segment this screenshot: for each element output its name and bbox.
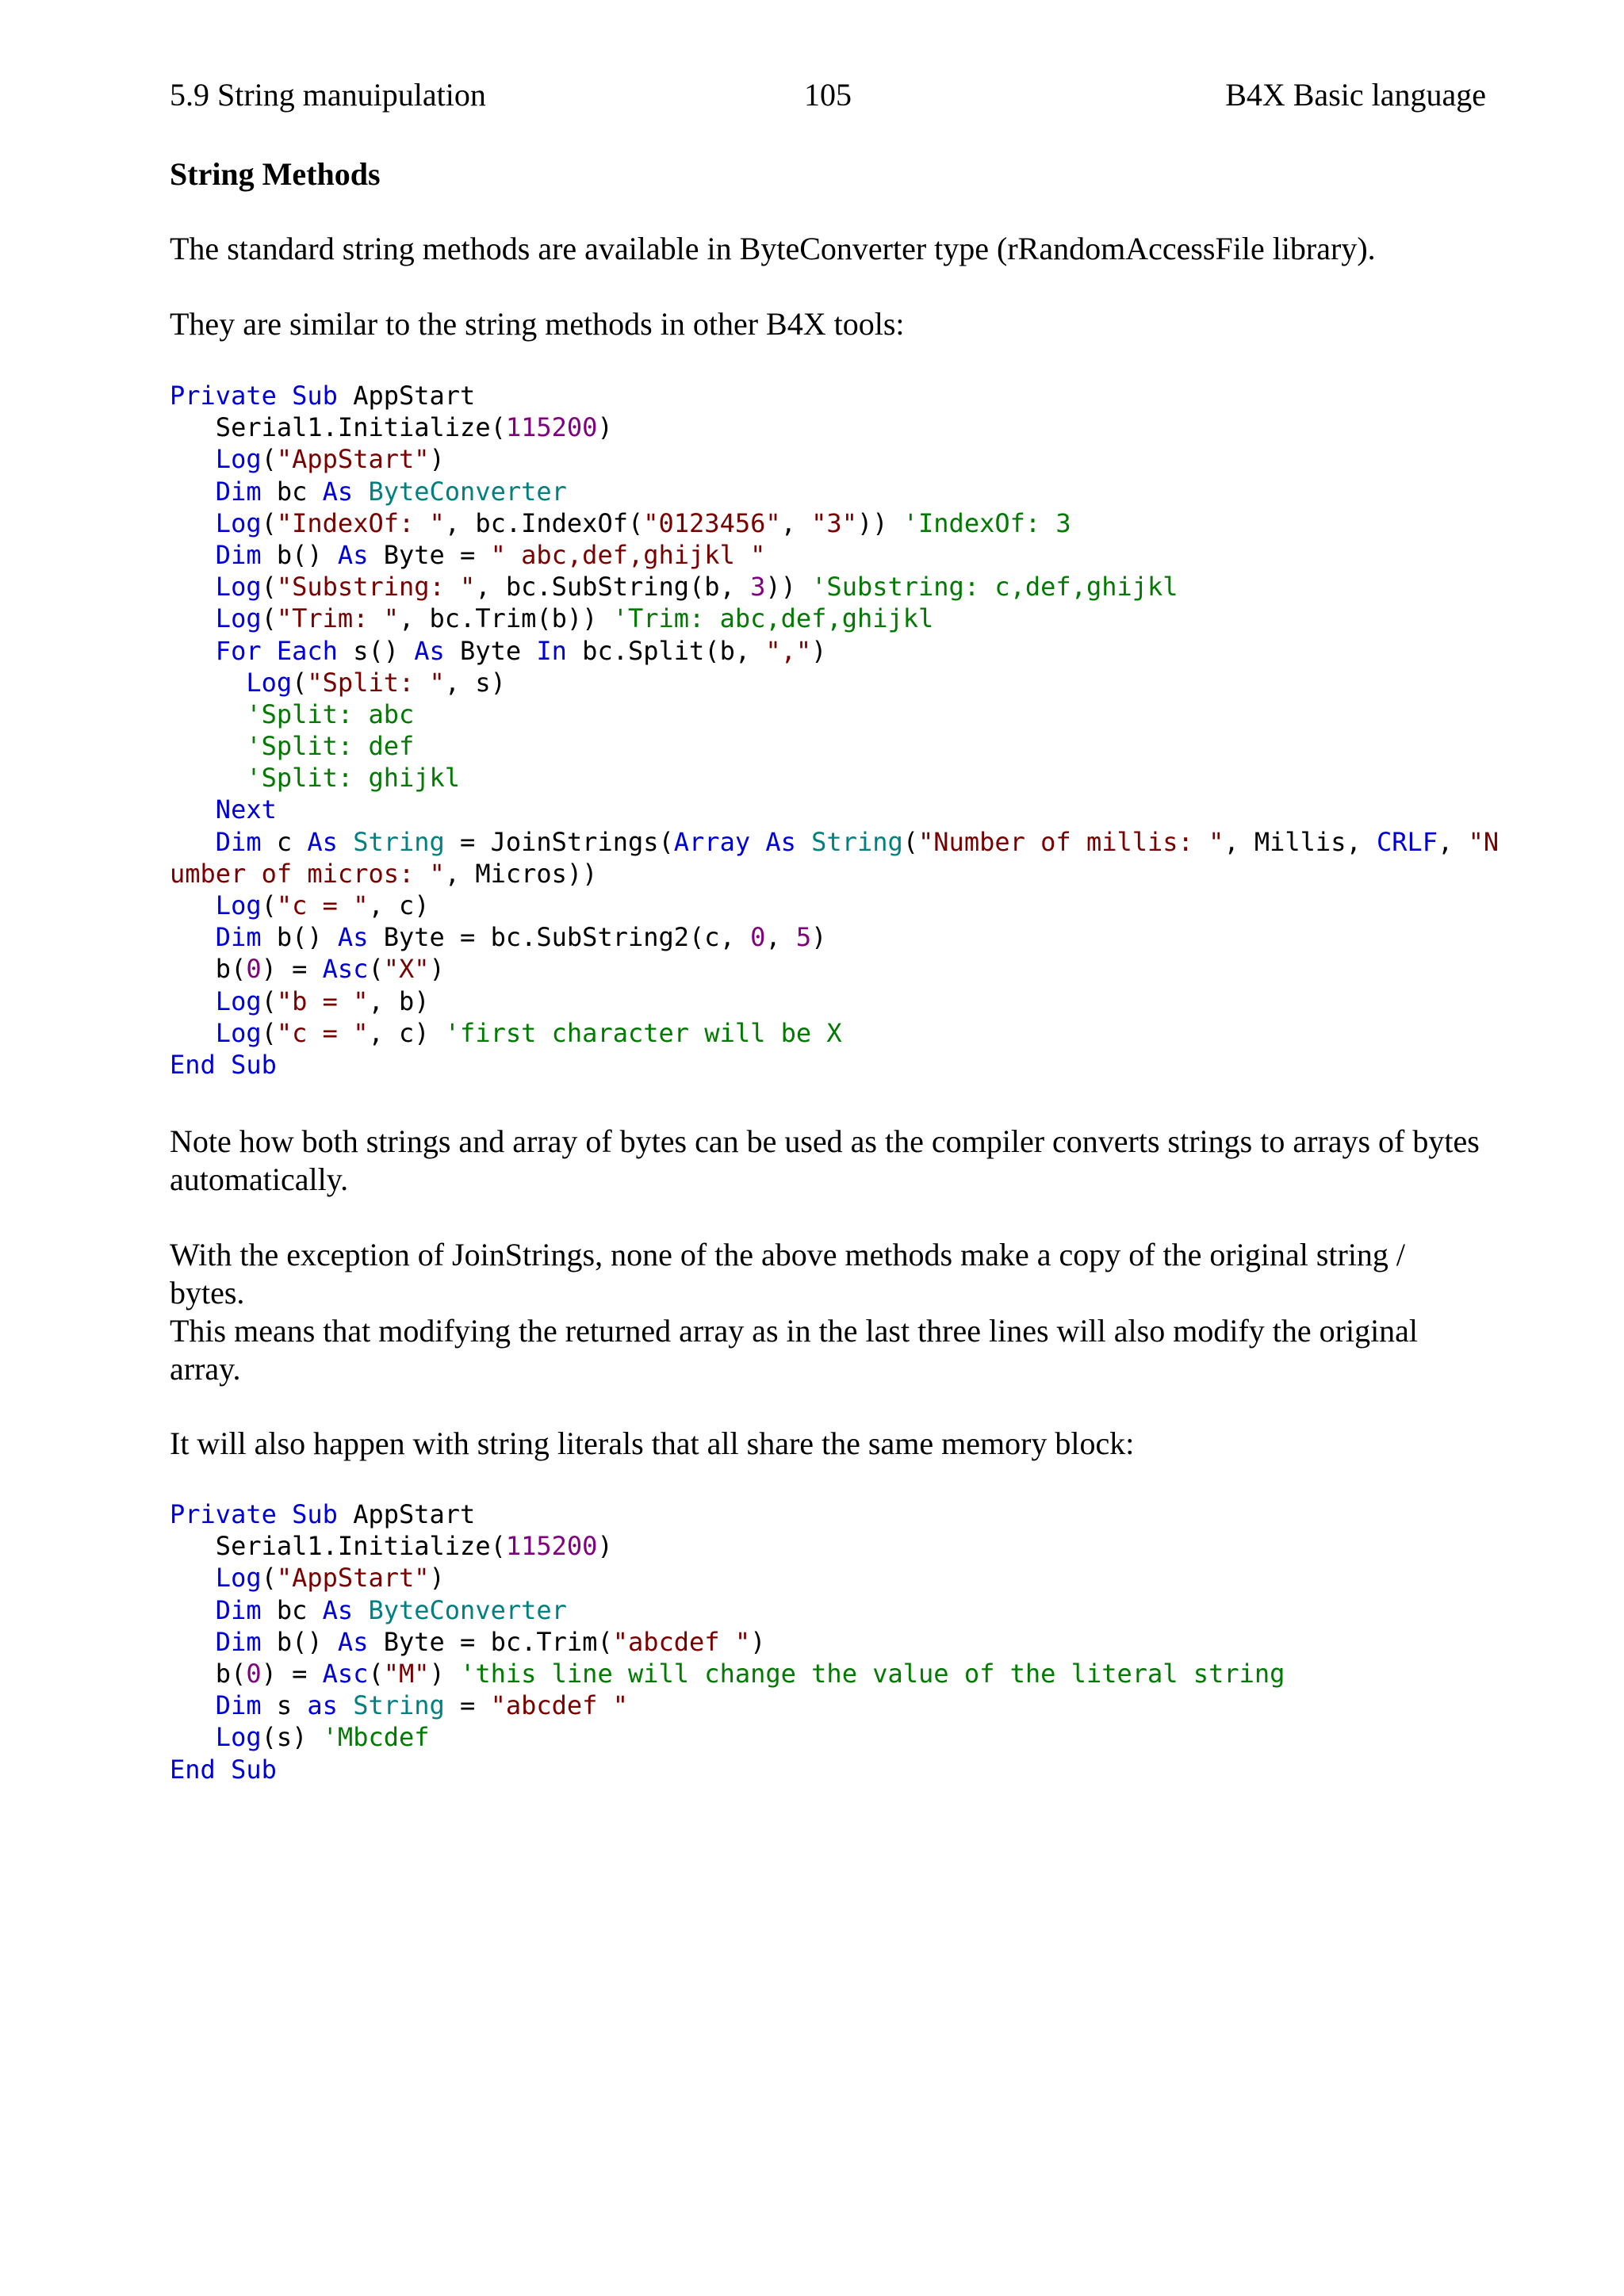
paragraph-joinstrings-exception: With the exception of JoinStrings, none of the above methods make a copy of the original string / bytes. bbox=[170, 1237, 1406, 1311]
code1-line-1: Private Sub AppStart bbox=[170, 381, 476, 411]
paragraph-note-bytes: Note how both strings and array of bytes can be used as the compiler converts strings to arrays of bytes automatically. bbox=[170, 1123, 1480, 1197]
code1-line-2: Serial1.Initialize(115200) bbox=[170, 412, 613, 443]
code2-line-9: End Sub bbox=[170, 1754, 277, 1785]
code-block-literal-memory bbox=[170, 1498, 1486, 1785]
page-header bbox=[170, 76, 1486, 124]
code1-line-20: Log("b = ", b) bbox=[215, 985, 430, 1016]
paragraph-intro: The standard string methods are available in ByteConverter type (rRandomAccessFile library). bbox=[170, 231, 1376, 266]
code1-line-3: Log("AppStart") bbox=[215, 444, 445, 475]
code1-line-14: Next bbox=[215, 794, 277, 825]
code1-line-9: For Each s() As Byte In bc.Split(b, ",") bbox=[215, 635, 827, 666]
code2-line-3: Log("AppStart") bbox=[215, 1563, 445, 1594]
paragraph-modifying-array: This means that modifying the returned array as in the last three lines will also modify the original array. bbox=[170, 1313, 1419, 1387]
code-block-string-methods bbox=[170, 380, 1500, 1081]
code1-line-19: b(0) = Asc("X") bbox=[170, 954, 445, 985]
paragraph-similar-tools: They are similar to the string methods in other B4X tools: bbox=[170, 306, 905, 342]
paragraph-string-literals: It will also happen with string literals that all share the same memory block: bbox=[170, 1425, 1135, 1461]
code1-line-15: Dim c As String = JoinStrings(Array As String("Number of millis: ", Millis, CRLF, "N bbox=[215, 826, 1500, 857]
code2-line-8: Log(s) 'Mbcdef bbox=[215, 1722, 430, 1753]
code1-line-16: umber of micros: ", Micros)) bbox=[170, 858, 598, 889]
code1-line-13: 'Split: ghijkl bbox=[246, 763, 461, 794]
code1-line-6: Dim b() As Byte = " abc,def,ghijkl " bbox=[215, 539, 766, 570]
code2-line-1: Private Sub AppStart bbox=[170, 1499, 476, 1529]
code1-line-4: Dim bc As ByteConverter bbox=[215, 476, 567, 507]
code1-line-10: Log("Split: ", s) bbox=[246, 667, 506, 698]
header-section-title: 5.9 String manuipulation bbox=[170, 77, 486, 113]
code1-line-17: Log("c = ", c) bbox=[215, 890, 430, 920]
code2-line-7: Dim s as String = "abcdef " bbox=[215, 1690, 628, 1721]
code1-line-12: 'Split: def bbox=[246, 731, 415, 762]
section-heading: String Methods bbox=[170, 156, 381, 192]
header-book-title: B4X Basic language bbox=[1225, 77, 1486, 113]
code2-line-6: b(0) = Asc("M") 'this line will change the value of the literal string bbox=[170, 1658, 1285, 1689]
code1-line-11: 'Split: abc bbox=[246, 698, 415, 729]
code1-line-7: Log("Substring: ", bc.SubString(b, 3)) 'Substring: c,def,ghijkl bbox=[215, 572, 1178, 603]
code1-line-18: Dim b() As Byte = bc.SubString2(c, 0, 5) bbox=[215, 922, 827, 953]
code1-line-8: Log("Trim: ", bc.Trim(b)) 'Trim: abc,def,ghijkl bbox=[215, 603, 934, 634]
header-page-number: 105 bbox=[804, 77, 852, 113]
code2-line-4: Dim bc As ByteConverter bbox=[215, 1594, 567, 1625]
code1-line-22: End Sub bbox=[170, 1049, 277, 1080]
code1-line-5: Log("IndexOf: ", bc.IndexOf("0123456", "3")) 'IndexOf: 3 bbox=[215, 507, 1071, 538]
code2-line-2: Serial1.Initialize(115200) bbox=[170, 1531, 613, 1562]
code1-line-21: Log("c = ", c) 'first character will be X bbox=[215, 1017, 842, 1048]
code2-line-5: Dim b() As Byte = bc.Trim("abcdef ") bbox=[215, 1626, 766, 1657]
